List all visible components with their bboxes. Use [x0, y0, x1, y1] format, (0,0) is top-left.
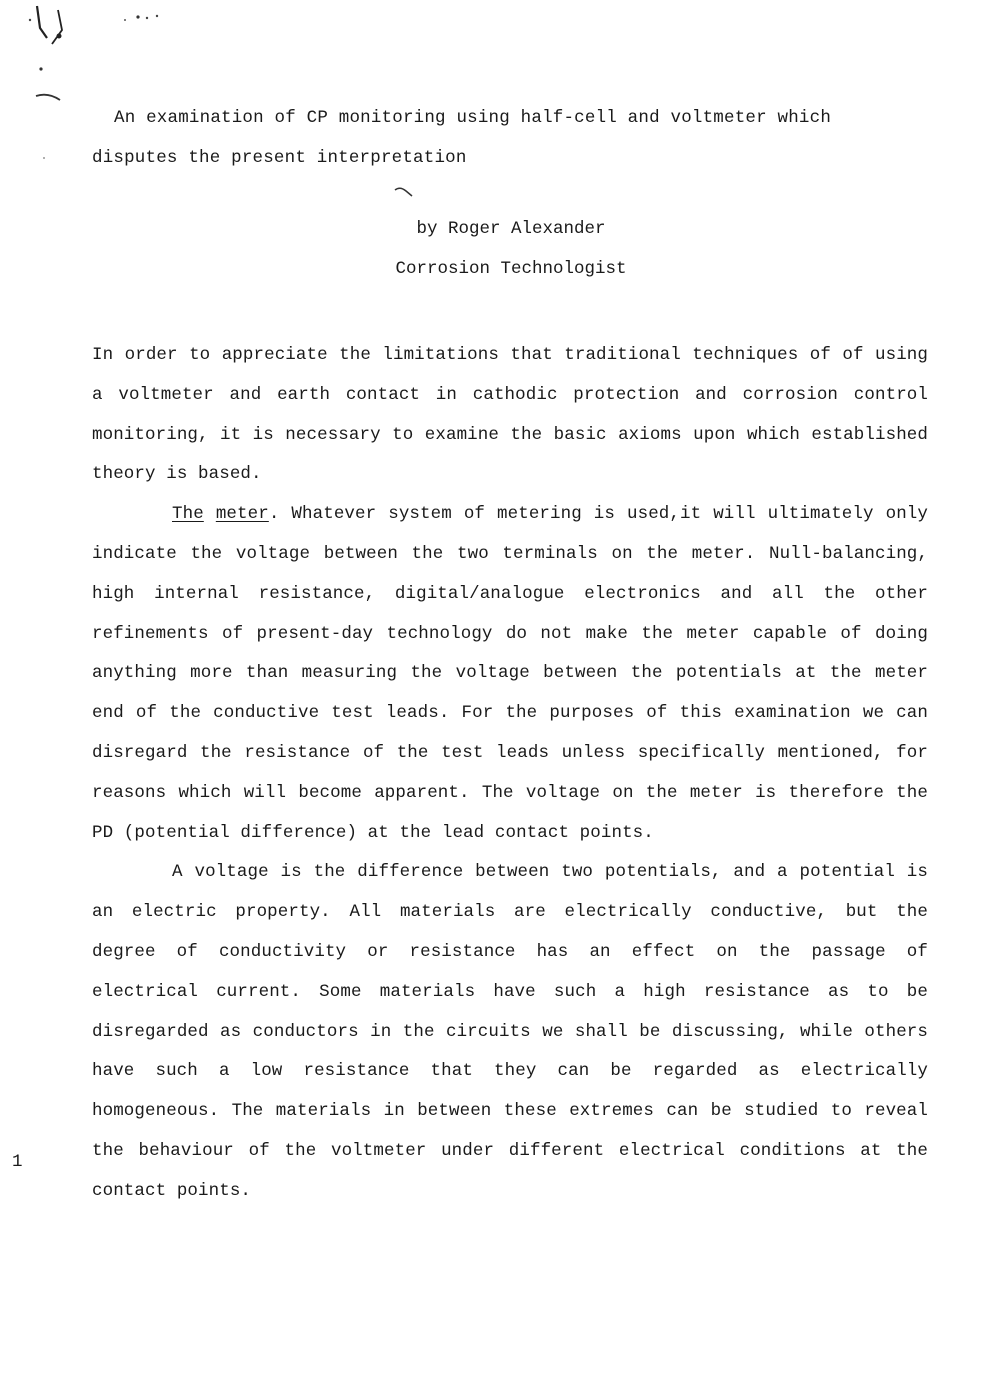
stray-pen-mark — [394, 186, 414, 198]
paragraph-meter-text: Whatever system of metering is used,it will ultimately only indicate the voltage between the two terminals on the meter. Null-balancing, high internal resistance, digital/analogue electronics and all the other refinements of present-day technology do not make the meter capable of doing anything more than measuring the voltage between the potentials at the meter end of the conductive test leads. For the purposes of this examination we can disregard the resistance of the test leads unless specifically mentioned, for reasons which will become apparent. The voltage on the meter is therefore the PD (potential difference) at the lead contact points. — [92, 504, 928, 843]
section-heading-meter: meter — [215, 504, 269, 525]
section-heading-the: The — [172, 504, 204, 525]
paragraph-meter — [92, 495, 928, 853]
paragraph-voltage: A voltage is the difference between two potentials, and a potential is an electric property. All materials are electrically conductive, but the degree of conductivity or resistance has an effect on the passage of electrical current. Some materials have such a high resistance as to be disregarded as conductors in the circuits we shall be discussing, while others have such a low resistance that they can be regarded as electrically homogeneous. The materials in between these extremes can be studied to reveal the behaviour of the voltmeter under different electrical conditions at the contact points. — [92, 862, 928, 1201]
document-title: An examination of CP monitoring using half-cell and voltmeter which disputes the present interpretation — [92, 108, 832, 168]
section-heading-period: . — [268, 504, 280, 525]
page-number: 1 — [12, 1152, 23, 1172]
author-line: by Roger Alexander — [416, 219, 606, 239]
document-body — [92, 336, 928, 1212]
author-role: Corrosion Technologist — [395, 259, 627, 279]
paragraph-intro: In order to appreciate the limitations that traditional techniques of of using a voltmeter and earth contact in cathodic protection and corrosion control monitoring, it is necessary to examine the basic axioms upon which established theory is based. — [92, 345, 928, 485]
